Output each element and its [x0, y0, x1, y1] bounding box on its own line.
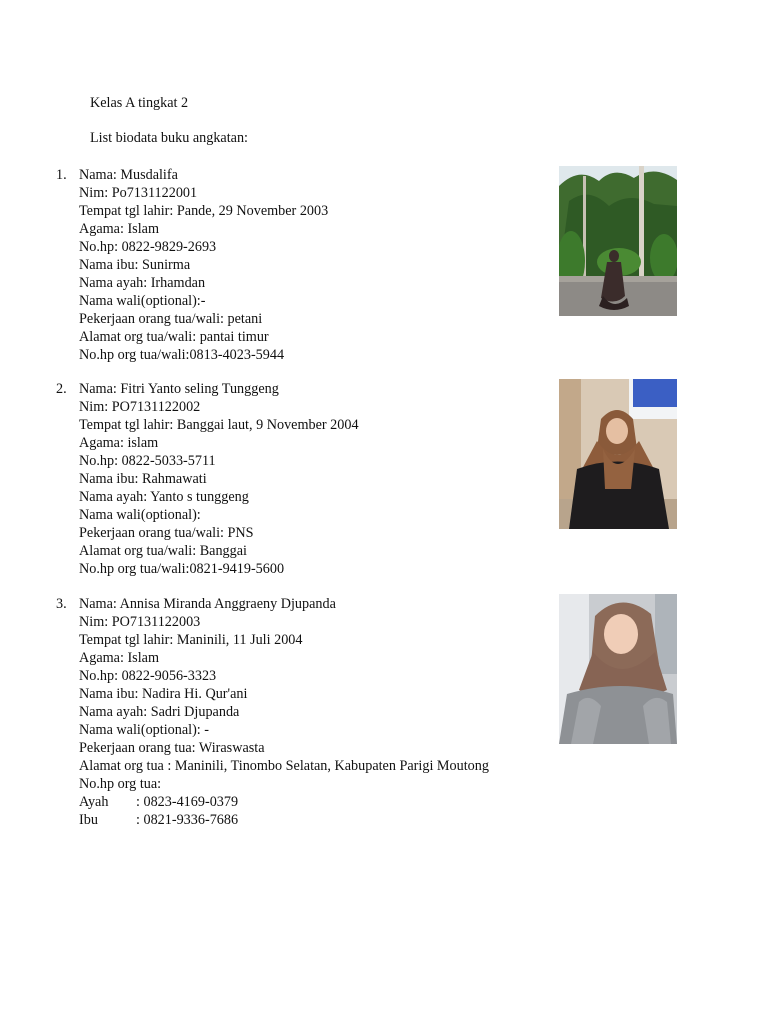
parent-job-line: Pekerjaan orang tua: Wiraswasta [79, 740, 265, 756]
father-line: Nama ayah: Yanto s tunggeng [79, 489, 249, 505]
parent-phone-line: No.hp org tua/wali:0821-9419-5600 [79, 561, 285, 577]
phone-line: No.hp: 0822-9829-2693 [79, 239, 217, 255]
parent-phone-value: : 0823-4169-0379 [136, 794, 239, 810]
class-heading: Kelas A tingkat 2 [90, 95, 189, 111]
mother-line: Nama ibu: Rahmawati [79, 471, 207, 487]
parent-job-line: Pekerjaan orang tua/wali: petani [79, 311, 263, 327]
entry-number: 3. [56, 596, 67, 612]
student-photo-1 [559, 166, 677, 316]
phone-line: No.hp: 0822-5033-5711 [79, 453, 216, 469]
parent-label: Ibu [79, 812, 98, 828]
phone-line: No.hp: 0822-9056-3323 [79, 668, 217, 684]
student-photo-2 [559, 379, 677, 529]
parent-address-line: Alamat org tua/wali: Banggai [79, 543, 247, 559]
father-phone-row [79, 793, 238, 811]
list-title: List biodata buku angkatan: [90, 130, 248, 146]
parent-address-line: Alamat org tua : Maninili, Tinombo Selatan, Kabupaten Parigi Moutong [79, 758, 489, 774]
nim-line: Nim: PO7131122003 [79, 614, 201, 630]
parent-address-line: Alamat org tua/wali: pantai timur [79, 329, 269, 345]
guardian-line: Nama wali(optional): - [79, 722, 210, 738]
nim-line: Nim: Po7131122001 [79, 185, 198, 201]
religion-line: Agama: Islam [79, 650, 159, 666]
entry-number: 1. [56, 167, 67, 183]
mother-phone-row [79, 811, 238, 829]
nim-line: Nim: PO7131122002 [79, 399, 201, 415]
parent-label: Ayah [79, 794, 109, 810]
religion-line: Agama: Islam [79, 221, 159, 237]
name-line: Nama: Fitri Yanto seling Tunggeng [79, 381, 279, 397]
entry-number: 2. [56, 381, 67, 397]
parent-phone-line: No.hp org tua: [79, 776, 162, 792]
mother-line: Nama ibu: Sunirma [79, 257, 191, 273]
religion-line: Agama: islam [79, 435, 159, 451]
birth-line: Tempat tgl lahir: Pande, 29 November 2003 [79, 203, 329, 219]
mother-line: Nama ibu: Nadira Hi. Qur'ani [79, 686, 248, 702]
birth-line: Tempat tgl lahir: Maninili, 11 Juli 2004 [79, 632, 303, 648]
father-line: Nama ayah: Irhamdan [79, 275, 206, 291]
guardian-line: Nama wali(optional): [79, 507, 201, 523]
student-photo-3 [559, 594, 677, 744]
birth-line: Tempat tgl lahir: Banggai laut, 9 November 2004 [79, 417, 359, 433]
parent-job-line: Pekerjaan orang tua/wali: PNS [79, 525, 254, 541]
parent-phone-value: : 0821-9336-7686 [136, 812, 239, 828]
name-line: Nama: Annisa Miranda Anggraeny Djupanda [79, 596, 336, 612]
guardian-line: Nama wali(optional):- [79, 293, 206, 309]
father-line: Nama ayah: Sadri Djupanda [79, 704, 240, 720]
parent-phone-line: No.hp org tua/wali:0813-4023-5944 [79, 347, 285, 363]
name-line: Nama: Musdalifa [79, 167, 178, 183]
